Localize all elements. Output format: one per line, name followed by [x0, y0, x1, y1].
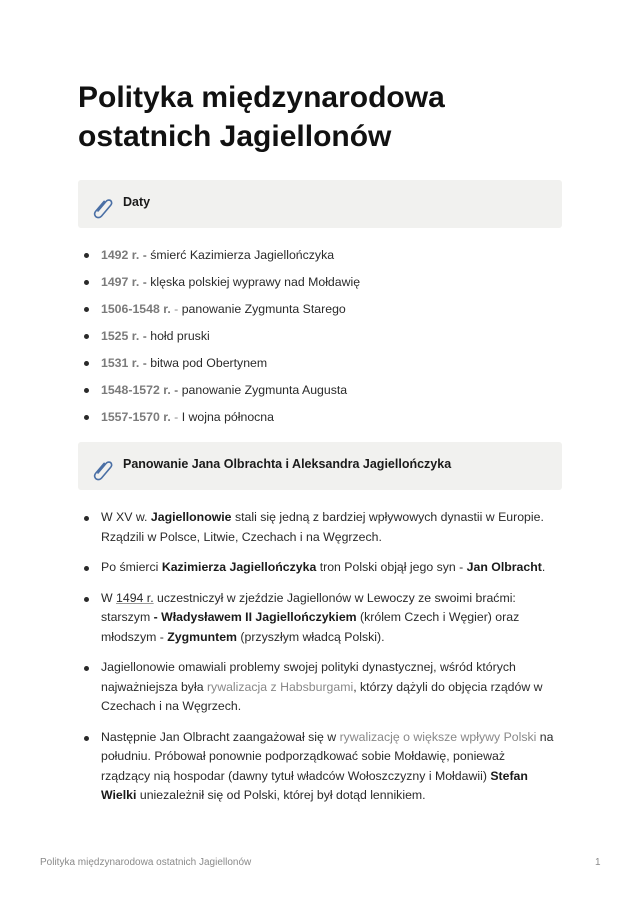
callout-section	[78, 442, 562, 490]
paperclip-icon	[90, 195, 114, 219]
list-item: 1506-1548 r. - panowanie Zygmunta Starego	[84, 301, 554, 328]
list-item: Jagiellonowie omawiali problemy swojej polityki dynastycznej, wśród których najważniejsza była rywalizacja z Habsburgami, którzy dążyli do objęcia rządów w Czechach i na Węgrzech.	[84, 658, 554, 717]
date-label: 1497 r.	[101, 275, 140, 289]
date-label: 1557-1570 r.	[101, 410, 171, 424]
list-item: 1557-1570 r. - I wojna północna	[84, 409, 554, 436]
list-item: W XV w. Jagiellonowie stali się jedną z bardziej wpływowych dynastii w Europie. Rządzili w Polsce, Litwie, Czechach i na Węgrzech.	[84, 508, 554, 547]
footer-title: Polityka międzynarodowa ostatnich Jagiellonów	[40, 857, 252, 868]
paperclip-icon	[90, 457, 114, 481]
callout-dates	[78, 180, 562, 228]
date-label: 1492 r.	[101, 248, 140, 262]
list-item: 1492 r. - śmierć Kazimierza Jagiellończyka	[84, 247, 554, 274]
date-label: 1506-1548 r.	[101, 302, 171, 316]
list-item: Po śmierci Kazimierza Jagiellończyka tron Polski objął jego syn - Jan Olbracht.	[84, 558, 554, 578]
page-number: 1	[595, 857, 601, 868]
date-label: 1531 r.	[101, 356, 140, 370]
date-label: 1525 r.	[101, 329, 140, 343]
list-item: W 1494 r. uczestniczył w zjeździe Jagiellonów w Lewoczy ze swoimi braćmi: starszym - Władysławem II Jagiellończykiem (królem Czech i Węgier) oraz młodszym - Zygmuntem (przyszłym władcą Polski).	[84, 589, 554, 648]
callout-label: Daty	[123, 195, 151, 209]
content-list	[84, 508, 554, 817]
list-item: 1497 r. - klęska polskiej wyprawy nad Mołdawię	[84, 274, 554, 301]
dates-list	[84, 247, 554, 436]
list-item: Następnie Jan Olbracht zaangażował się w rywalizację o większe wpływy Polski na południu. Próbował ponownie podporządkować sobie Mołdawię, ponieważ rządzący nią hospodar (dawny tytuł władców Wołoszczyzny i Mołdawii) Stefan Wielki uniezależnił się od Polski, której był dotąd lennikiem.	[84, 728, 554, 806]
list-item: 1531 r. - bitwa pod Obertynem	[84, 355, 554, 382]
date-label: 1548-1572 r.	[101, 383, 171, 397]
callout-label: Panowanie Jana Olbrachta i Aleksandra Jagiellończyka	[123, 457, 452, 471]
list-item: 1525 r. - hołd pruski	[84, 328, 554, 355]
list-item: 1548-1572 r. - panowanie Zygmunta Augusta	[84, 382, 554, 409]
page-title: Polityka międzynarodowa ostatnich Jagiellonów	[78, 81, 445, 153]
